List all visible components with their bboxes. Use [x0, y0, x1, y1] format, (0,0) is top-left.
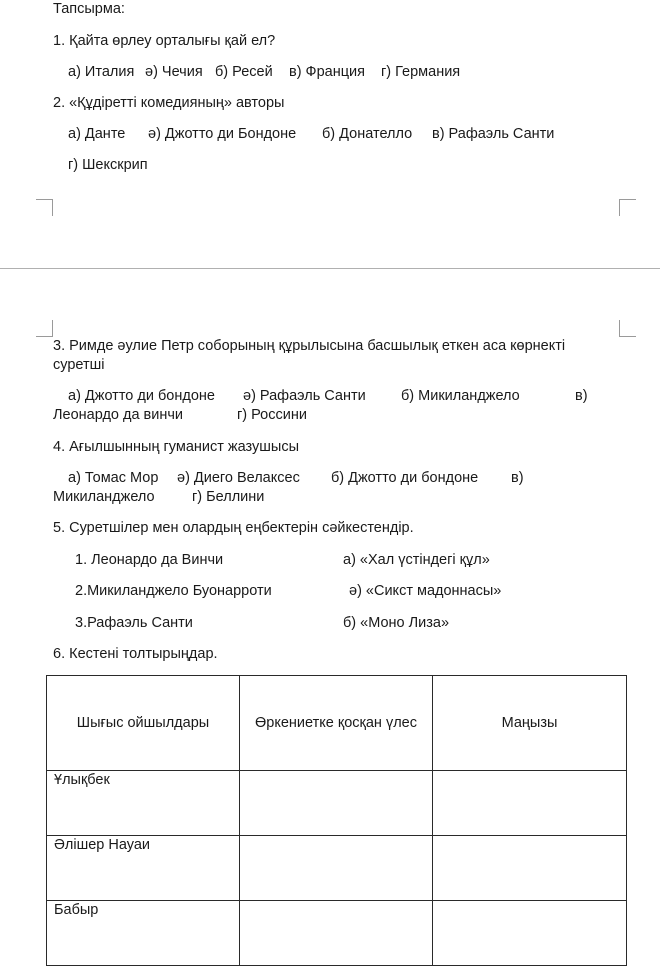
- q2-option-v: в) Рафаэль Санти: [432, 126, 555, 142]
- q3-option-ae: ә) Рафаэль Санти: [243, 388, 366, 404]
- margin-mark-bottom-left: [36, 199, 53, 216]
- margin-mark-bottom-right: [619, 199, 636, 216]
- q1-option-b: б) Ресей: [215, 64, 273, 80]
- q3-option-b: б) Микиланджело: [401, 388, 520, 404]
- q5-right-a: а) «Хал үстіндегі құл»: [343, 552, 490, 568]
- q3-option-a: а) Джотто ди бондоне: [68, 388, 215, 404]
- table-header-row: [47, 676, 627, 771]
- margin-mark-top-left: [36, 320, 53, 337]
- q2-option-g: г) Шекскрип: [68, 157, 148, 173]
- q3-option-v-prefix: в): [575, 388, 588, 404]
- task-heading: Тапсырма:: [53, 1, 125, 17]
- table-cell-thinker: Әлішер Науаи: [47, 836, 240, 901]
- q5-left-2: 2.Микиланджело Буонарроти: [75, 583, 272, 599]
- table-cell-thinker: Ұлықбек: [47, 771, 240, 836]
- table-header-cell: Өркениетке қосқан үлес: [240, 676, 433, 771]
- q4-option-a: а) Томас Мор: [68, 470, 159, 486]
- question-3-line-1: 3. Римде әулие Петр соборының құрылысына басшылық еткен аса көрнекті: [53, 338, 566, 354]
- table-row: [47, 836, 627, 901]
- q3-option-v: Леонардо да винчи: [53, 407, 184, 423]
- q5-right-ae: ә) «Сикст мадоннасы»: [349, 583, 502, 599]
- q5-left-1: 1. Леонардо да Винчи: [75, 552, 224, 568]
- table-cell-contribution[interactable]: [240, 901, 433, 966]
- question-4: 4. Ағылшынның гуманист жазушысы: [53, 439, 299, 455]
- q1-option-ae: ә) Чечия: [145, 64, 203, 80]
- q4-option-v: Микиланджело: [53, 489, 155, 505]
- q1-option-a: а) Италия: [68, 64, 135, 80]
- q4-option-b: б) Джотто ди бондоне: [331, 470, 479, 486]
- q2-option-ae: ә) Джотто ди Бондоне: [148, 126, 297, 142]
- table-row: [47, 901, 627, 966]
- q1-option-v: в) Франция: [289, 64, 365, 80]
- q5-right-b: б) «Моно Лиза»: [343, 615, 450, 631]
- q4-option-v-prefix: в): [511, 470, 524, 486]
- q2-option-b: б) Донателло: [322, 126, 413, 142]
- table-cell-contribution[interactable]: [240, 836, 433, 901]
- question-1: 1. Қайта өрлеу орталығы қай ел?: [53, 33, 276, 49]
- table-row: [47, 771, 627, 836]
- q2-option-a: а) Данте: [68, 126, 126, 142]
- q3-option-g: г) Россини: [237, 407, 307, 423]
- q4-option-ae: ә) Диего Велаксес: [177, 470, 300, 486]
- question-6: 6. Кестені толтырыңдар.: [53, 646, 218, 662]
- table-cell-contribution[interactable]: [240, 771, 433, 836]
- question-3-line-2: суретші: [53, 357, 105, 373]
- table-cell-significance[interactable]: [433, 901, 627, 966]
- question-2: 2. «Құдіретті комедияның» авторы: [53, 95, 285, 111]
- table-cell-significance[interactable]: [433, 771, 627, 836]
- table-header-cell: Маңызы: [433, 676, 627, 771]
- q1-option-g: г) Германия: [381, 64, 461, 80]
- table-cell-significance[interactable]: [433, 836, 627, 901]
- page-break: [0, 268, 660, 269]
- thinkers-table: [46, 675, 627, 966]
- q4-option-g: г) Беллини: [192, 489, 265, 505]
- question-5: 5. Суретшілер мен олардың еңбектерін сәйкестендір.: [53, 520, 414, 536]
- margin-mark-top-right: [619, 320, 636, 337]
- table-header-cell: Шығыс ойшылдары: [47, 676, 240, 771]
- q5-left-3: 3.Рафаэль Санти: [75, 615, 193, 631]
- table-cell-thinker: Бабыр: [47, 901, 240, 966]
